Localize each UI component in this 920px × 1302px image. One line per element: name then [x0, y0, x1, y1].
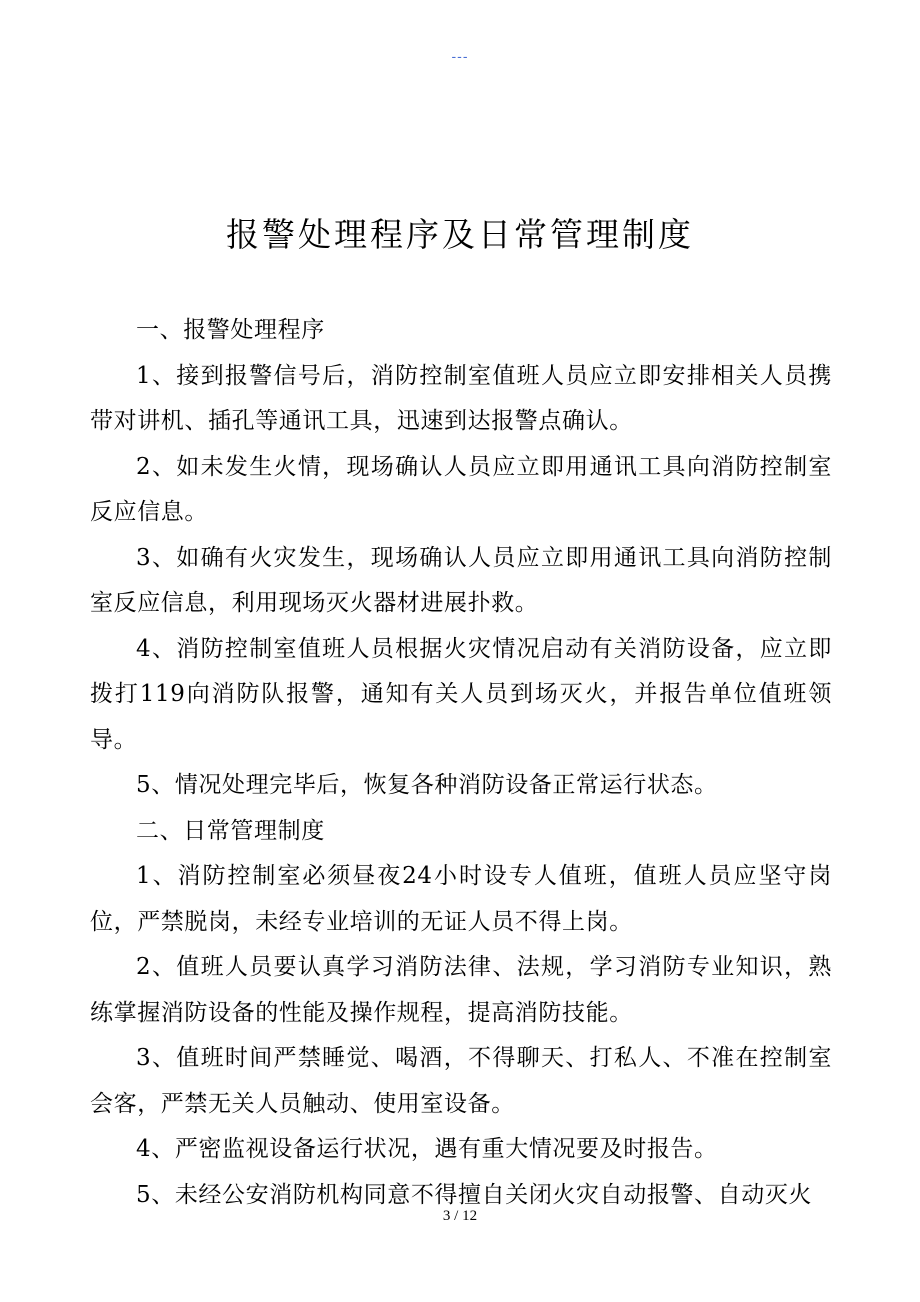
- paragraph-rule-2: 2、值班人员要认真学习消防法律、法规，学习消防专业知识，熟练掌握消防设备的性能及操作规程，提高消防技能。: [90, 954, 832, 1026]
- paragraph-alarm-step-1: 1、接到报警信号后，消防控制室值班人员应立即安排相关人员携带对讲机、插孔等通讯工具，迅速到达报警点确认。: [90, 362, 832, 434]
- paragraph-alarm-step-2: 2、如未发生火情，现场确认人员应立即用通讯工具向消防控制室反应信息。: [90, 453, 832, 525]
- section-heading-daily-management: 二、日常管理制度: [136, 817, 325, 844]
- paragraph-rule-4: 4、严密监视设备运行状况，遇有重大情况要及时报告。: [136, 1136, 718, 1162]
- paragraph-rule-5: 5、未经公安消防机构同意不得擅自关闭火灾自动报警、自动灭火: [136, 1181, 813, 1208]
- section-heading-alarm-procedure: 一、报警处理程序: [136, 317, 325, 343]
- page-number: 3 / 12: [442, 1208, 478, 1224]
- paragraph-rule-1: 1、消防控制室必须昼夜24小时设专人值班，值班人员应坚守岗位，严禁脱岗，未经专业培训的无证人员不得上岗。: [90, 863, 832, 935]
- header-mark: ---: [451, 48, 469, 64]
- document-title: 报警处理程序及日常管理制度: [226, 215, 694, 254]
- paragraph-rule-3: 3、值班时间严禁睡觉、喝酒，不得聊天、打私人、不准在控制室会客，严禁无关人员触动、使用室设备。: [90, 1045, 832, 1117]
- paragraph-alarm-step-4: 4、消防控制室值班人员根据火灾情况启动有关消防设备，应立即拨打119向消防队报警，通知有关人员到场灭火，并报告单位值班领导。: [90, 635, 832, 753]
- paragraph-alarm-step-3: 3、如确有火灾发生，现场确认人员应立即用通讯工具向消防控制室反应信息，利用现场灭火器材进展扑救。: [90, 544, 832, 616]
- document-body: [90, 308, 832, 1218]
- paragraph-alarm-step-5: 5、情况处理完毕后，恢复各种消防设备正常运行状态。: [136, 772, 718, 798]
